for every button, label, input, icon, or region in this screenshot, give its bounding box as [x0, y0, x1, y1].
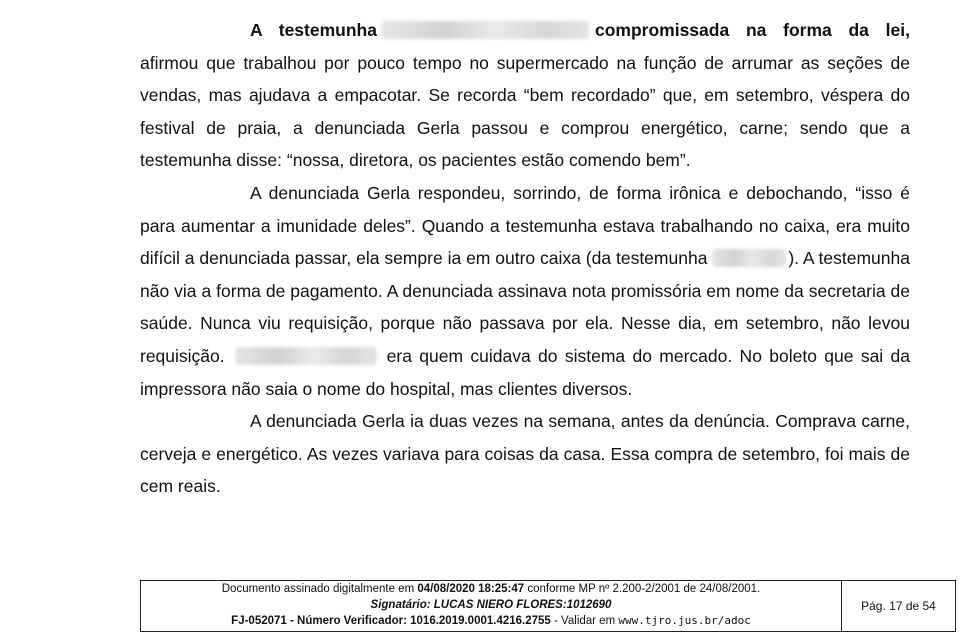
document-body — [140, 14, 910, 503]
redacted-witness-name — [712, 249, 786, 267]
signature-date-label: Documento assinado digitalmente em — [221, 583, 415, 596]
signature-mp-reference: conforme MP nº 2.200-2/2001 de 24/08/2001. — [527, 583, 761, 596]
redacted-witness-name — [381, 21, 589, 39]
paragraph-text: afirmou que trabalhou por pouco tempo no supermercado na função de arrumar as seções de vendas, mas ajudava a empacotar. Se recorda “bem recordado” que, em setembro, véspera do festival de praia, a denunciada Gerla passou e comprou energético, carne; sendo que a testemunha disse: “nossa, diretora, os pacientes estão comendo bem”. — [140, 52, 910, 171]
paragraph-text: ). A testemunha não via a forma de pagamento. A denunciada assinava nota promissória em nome da secretaria de saúde. Nunca viu requisição, porque não passava por ela. Nesse dia, em setembro, não levou requisição. — [140, 248, 910, 366]
signature-footer — [140, 580, 956, 632]
paragraph-lead-bold-cont: compromissada na forma da lei, — [594, 20, 910, 40]
signature-info — [141, 581, 842, 631]
paragraph-text: A denunciada Gerla ia duas vezes na semana, antes da denúncia. Comprava carne, cerveja e energético. As vezes variava para coisas da casa. Essa compra de setembro, foi mais de cem reais. — [140, 411, 910, 497]
verification-code: FJ-052071 - Número Verificador: 1016.2019.0001.4216.2755 — [231, 615, 551, 628]
paragraph-text: A denunciada Gerla respondeu, sorrindo, de forma irônica e debochando, “isso é para aumentar a imunidade deles”. Quando a testemunha estava trabalhando no caixa, era muito difícil a denunciada passar, ela sempre ia em outro caixa (da testemunha — [140, 182, 910, 269]
validation-url[interactable]: www.tjro.jus.br/adoc — [618, 614, 751, 628]
paragraph-text: era quem cuidava do sistema do mercado. No boleto que sai da impressora não saia o nome do hospital, mas clientes diversos. — [140, 345, 910, 399]
page-number: Pág. 17 de 54 — [861, 599, 936, 613]
signature-line-1 — [222, 582, 761, 598]
paragraph-purchases — [140, 405, 910, 503]
paragraph-testimony-intro — [140, 14, 910, 177]
signature-line-3 — [231, 613, 751, 630]
paragraph-lead-bold: A testemunha — [250, 20, 377, 40]
signature-datetime: 04/08/2020 18:25:47 — [417, 583, 525, 596]
redacted-person-name — [235, 347, 377, 365]
signatory: Signatário: LUCAS NIERO FLORES:1012690 — [370, 598, 612, 611]
paragraph-response — [140, 177, 910, 405]
validation-label: - Validar em — [550, 615, 619, 628]
